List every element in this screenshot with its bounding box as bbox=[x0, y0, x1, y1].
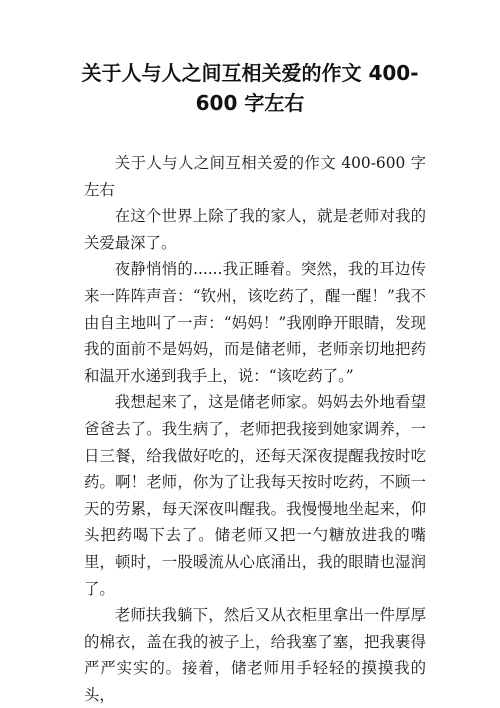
paragraph: 在这个世界上除了我的家人，就是老师对我的关爱最深了。 bbox=[84, 207, 426, 252]
paragraph: 关于人与人之间互相关爱的作文 400-600 字左右 bbox=[84, 154, 426, 199]
paragraph: 我想起来了，这是储老师家。妈妈去外地看望爸爸去了。我生病了，老师把我接到她家调养，一日三餐，给我做好吃的，还每天深夜提醒我按时吃药。啊！老师，你为了让我每天按时吃药，不顾一天的劳累，每天深夜叫醒我。我慢慢地坐起来，仰头把药喝下去了。储老师又把一勺糖放进我的嘴里，顿时，一股暖流从心底涌出，我的眼睛也湿润了。 bbox=[84, 393, 426, 598]
document-title: 关于人与人之间互相关爱的作文 400-600 字左右 bbox=[81, 61, 419, 115]
document-body bbox=[84, 150, 426, 708]
paragraph: 夜静悄悄的......我正睡着。突然，我的耳边传来一阵阵声音：“钦州，该吃药了，醒一醒！”我不由自主地叫了一声：“妈妈！”我刚睁开眼睛，发现我的面前不是妈妈，而是储老师，老师亲切地把药和温开水递到我手上，说：“该吃药了。” bbox=[84, 260, 426, 385]
paragraph: 老师扶我躺下，然后又从衣柜里拿出一件厚厚的棉衣，盖在我的被子上，给我塞了塞，把我裹得严严实实的。接着，储老师用手轻轻的摸摸我的头， bbox=[84, 606, 426, 704]
